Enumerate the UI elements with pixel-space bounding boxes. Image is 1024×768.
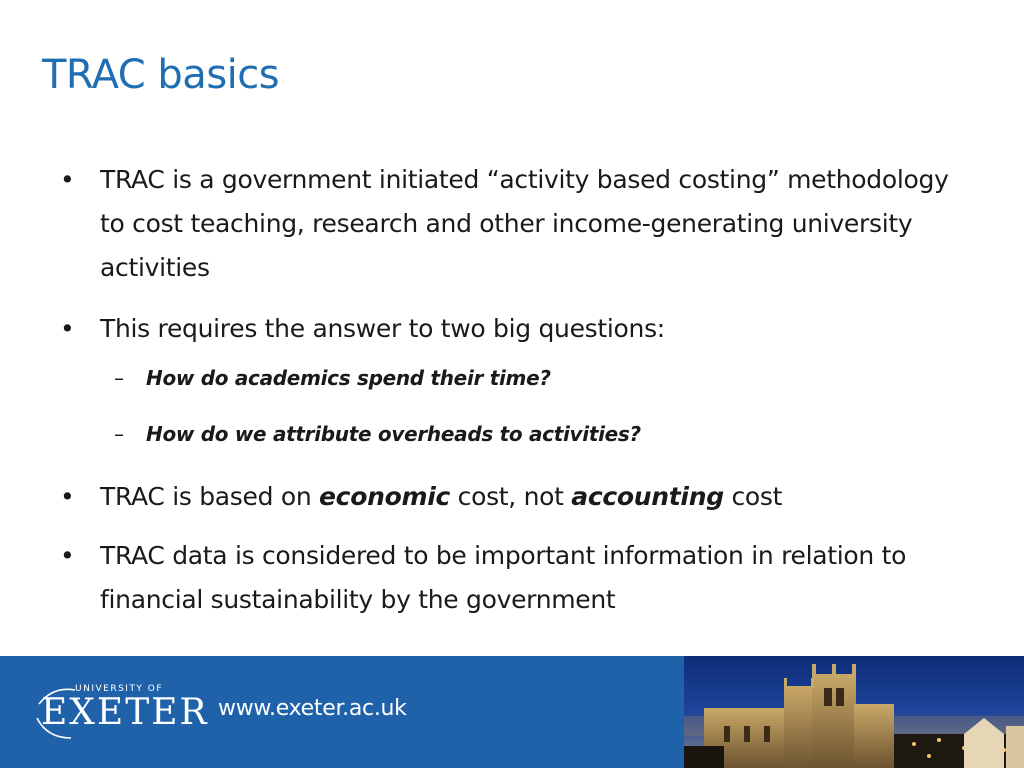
university-logo (33, 678, 209, 748)
sub-bullet-item (60, 359, 960, 397)
bullet-text-part: cost, not (449, 482, 572, 511)
dash-icon: – (114, 366, 124, 390)
sub-bullet-item (60, 415, 960, 453)
logo-big-text: EXETER (41, 692, 209, 733)
bullet-text: TRAC is a government initiated “activity based costing” methodology to cost teaching, research and other income-generating university activities (100, 165, 949, 282)
cathedral-photo (684, 656, 1024, 768)
bullet-dot-icon: • (60, 482, 75, 511)
bullet-dot-icon: • (60, 541, 75, 570)
slide-title: TRAC basics (42, 52, 280, 98)
website-url[interactable]: www.exeter.ac.uk (218, 696, 407, 721)
dash-icon: – (114, 422, 124, 446)
bullet-list (60, 158, 960, 639)
bullet-text: TRAC data is considered to be important information in relation to financial sustainability by the government (100, 541, 907, 614)
cathedral-illustration (684, 656, 1024, 768)
sub-bullet-text: How do we attribute overheads to activities? (146, 422, 641, 446)
bullet-text-part: TRAC is based on (100, 482, 320, 511)
footer-bar (0, 656, 1024, 768)
sub-bullet-text: How do academics spend their time? (146, 366, 551, 390)
emphasis-accounting: accounting (571, 482, 724, 511)
bullet-text-part: cost (723, 482, 783, 511)
bullet-dot-icon: • (60, 314, 75, 343)
bullet-dot-icon: • (60, 165, 75, 194)
bullet-item (60, 307, 960, 351)
bullet-item (60, 475, 960, 519)
bullet-item (60, 534, 960, 622)
emphasis-economic: economic (319, 482, 450, 511)
bullet-item (60, 158, 960, 290)
bullet-text: This requires the answer to two big questions: (100, 314, 665, 343)
logo-small-text: UNIVERSITY OF (75, 684, 164, 694)
